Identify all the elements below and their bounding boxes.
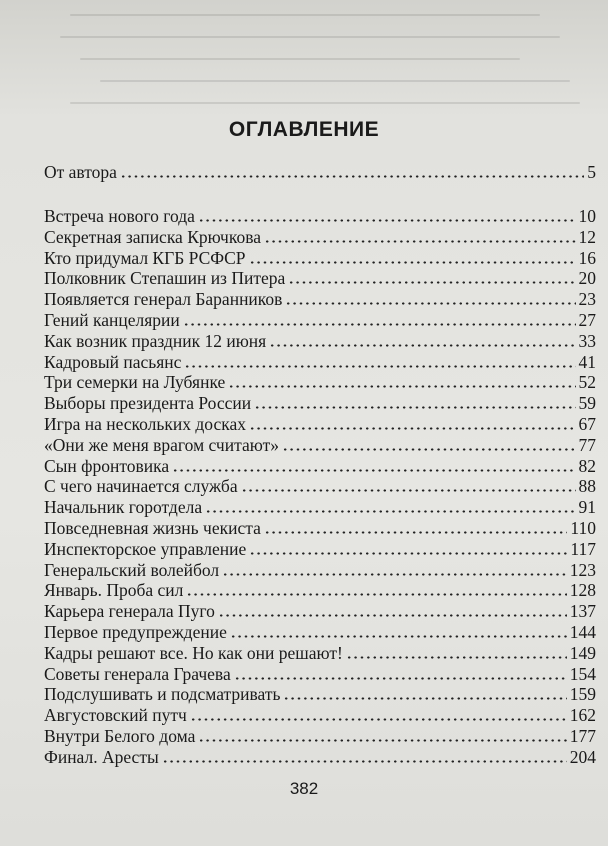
- toc-entry: [44, 391, 596, 413]
- toc-entry-title: Полковник Степашин из Питера: [44, 268, 286, 289]
- toc-entry: [44, 370, 596, 392]
- toc-entry: [44, 474, 596, 496]
- toc-entry-page: 20: [578, 268, 596, 289]
- show-through-text: [40, 0, 600, 120]
- toc-entry: [44, 662, 596, 684]
- toc-entry: [44, 537, 596, 559]
- toc-entry-title: Повседневная жизнь чекиста: [44, 518, 261, 538]
- dot-leader: [184, 365, 575, 368]
- toc-entry-title: Начальник горотдела: [44, 497, 203, 518]
- toc-entry: [44, 599, 596, 621]
- toc-entry-page: 123: [569, 559, 596, 580]
- toc-entry-page: 162: [569, 705, 596, 726]
- toc-entry-page: 10: [578, 206, 596, 226]
- toc-entry-title: Гений канцелярии: [44, 310, 180, 330]
- toc-entry-page: 59: [578, 393, 596, 414]
- toc-entry-title: Сын фронтовика: [44, 455, 170, 476]
- toc-entry: [44, 516, 596, 538]
- toc-entry-title: Встреча нового года: [44, 206, 195, 226]
- toc-entry-title: Советы генерала Грачева: [44, 663, 231, 684]
- toc-entry-page: 82: [578, 455, 596, 476]
- toc-entry-title: С чего начинается служба: [44, 476, 238, 497]
- toc-entry: [44, 558, 596, 580]
- dot-leader: [249, 427, 575, 430]
- toc-entry: [44, 412, 596, 434]
- toc-entry: [44, 329, 596, 351]
- dot-leader: [230, 635, 567, 638]
- toc-entry-title: Первое предупреждение: [44, 622, 227, 642]
- toc-entry: [44, 160, 596, 182]
- dot-leader: [218, 614, 567, 617]
- toc-entry-title: Кто придумал КГБ РСФСР: [44, 247, 246, 268]
- toc-entry: [44, 682, 596, 704]
- toc-entry-page: 33: [578, 330, 596, 351]
- dot-leader: [183, 323, 576, 326]
- toc-entry-title: «Они же меня врагом считают»: [44, 434, 279, 455]
- toc-entry-title: Карьера генерала Пуго: [44, 601, 215, 622]
- toc-entry-page: 177: [569, 726, 596, 746]
- dot-leader: [288, 281, 575, 284]
- toc-entry: [44, 620, 596, 642]
- page-title: ОГЛАВЛЕНИЕ: [228, 118, 380, 141]
- toc-entry-title: Инспекторское управление: [44, 538, 247, 559]
- toc-entry-page: 27: [578, 310, 596, 330]
- toc-entry: [44, 246, 596, 268]
- toc-entry-title: Подслушивать и подсматривать: [44, 684, 281, 705]
- dot-leader: [282, 448, 576, 451]
- toc-entry: [44, 745, 596, 767]
- toc-entry: [44, 350, 596, 372]
- toc-entry-page: 117: [570, 538, 596, 559]
- toc-entry-title: Внутри Белого дома: [44, 726, 196, 746]
- dot-leader: [254, 406, 575, 409]
- toc-entry-page: 41: [578, 351, 596, 372]
- toc-entry: [44, 287, 596, 309]
- toc-entry: [44, 454, 596, 476]
- toc-entry: [44, 308, 596, 330]
- toc-entry-title: Выборы президента России: [44, 393, 252, 414]
- toc-entry-title: Как возник праздник 12 июня: [44, 330, 267, 351]
- toc-entry-page: 77: [578, 434, 596, 455]
- toc-entry-page: 16: [578, 247, 596, 268]
- dot-leader: [186, 593, 566, 596]
- dot-leader: [120, 175, 584, 178]
- toc-entry-title: От автора: [44, 162, 117, 182]
- toc-entry-page: 137: [569, 601, 596, 622]
- dot-leader: [172, 469, 575, 472]
- dot-leader: [234, 677, 567, 680]
- toc-entry-page: 110: [570, 518, 596, 538]
- toc-entry-page: 12: [578, 226, 596, 247]
- toc-entry-page: 5: [587, 162, 596, 182]
- toc-entry-title: Финал. Аресты: [44, 746, 159, 767]
- toc-entry-title: Секретная записка Крючкова: [44, 226, 261, 247]
- toc-entry-title: Три семерки на Лубянке: [44, 372, 226, 393]
- toc-entry-page: 23: [578, 289, 596, 310]
- toc-entry-title: Игра на нескольких досках: [44, 414, 247, 434]
- toc-entry: [44, 578, 596, 600]
- dot-leader: [198, 219, 576, 222]
- toc-entry-page: 52: [578, 372, 596, 393]
- dot-leader: [228, 385, 575, 388]
- toc-entry: [44, 724, 596, 746]
- toc-entry-title: Августовский путч: [44, 705, 187, 726]
- toc-entry: [44, 495, 596, 517]
- toc-entry-title: Кадры решают все. Но как они решают!: [44, 642, 343, 663]
- toc-entry: [44, 225, 596, 247]
- toc-entry-page: 88: [578, 476, 596, 497]
- dot-leader: [241, 489, 576, 492]
- dot-leader: [198, 739, 566, 742]
- dot-leader: [285, 302, 575, 305]
- dot-leader: [264, 240, 576, 243]
- toc-entry: [44, 433, 596, 455]
- toc-entry: [44, 703, 596, 725]
- toc-entry: [44, 266, 596, 288]
- dot-leader: [162, 760, 567, 763]
- toc-entry: [44, 204, 596, 226]
- toc-entry-title: Генеральский волейбол: [44, 559, 220, 580]
- toc-entry-page: 91: [578, 497, 596, 518]
- dot-leader: [264, 531, 568, 534]
- dot-leader: [269, 344, 575, 347]
- toc-entry-title: Кадровый пасьянс: [44, 351, 182, 372]
- toc-entry-page: 67: [578, 414, 596, 434]
- dot-leader: [190, 718, 567, 721]
- toc-entry: [44, 641, 596, 663]
- page-number: 382: [289, 779, 319, 798]
- toc-entry-page: 159: [569, 684, 596, 705]
- toc-entry-page: 204: [569, 746, 596, 767]
- toc-entry-page: 149: [569, 642, 596, 663]
- toc-entry-title: Появляется генерал Баранников: [44, 289, 283, 310]
- dot-leader: [346, 656, 567, 659]
- dot-leader: [283, 697, 566, 700]
- dot-leader: [222, 573, 567, 576]
- dot-leader: [205, 510, 575, 513]
- toc-entry-page: 154: [569, 663, 596, 684]
- dot-leader: [249, 261, 576, 264]
- toc-entry-page: 144: [569, 622, 596, 642]
- toc-entry-title: Январь. Проба сил: [44, 580, 184, 601]
- toc-entry-page: 128: [569, 580, 596, 601]
- dot-leader: [249, 552, 567, 555]
